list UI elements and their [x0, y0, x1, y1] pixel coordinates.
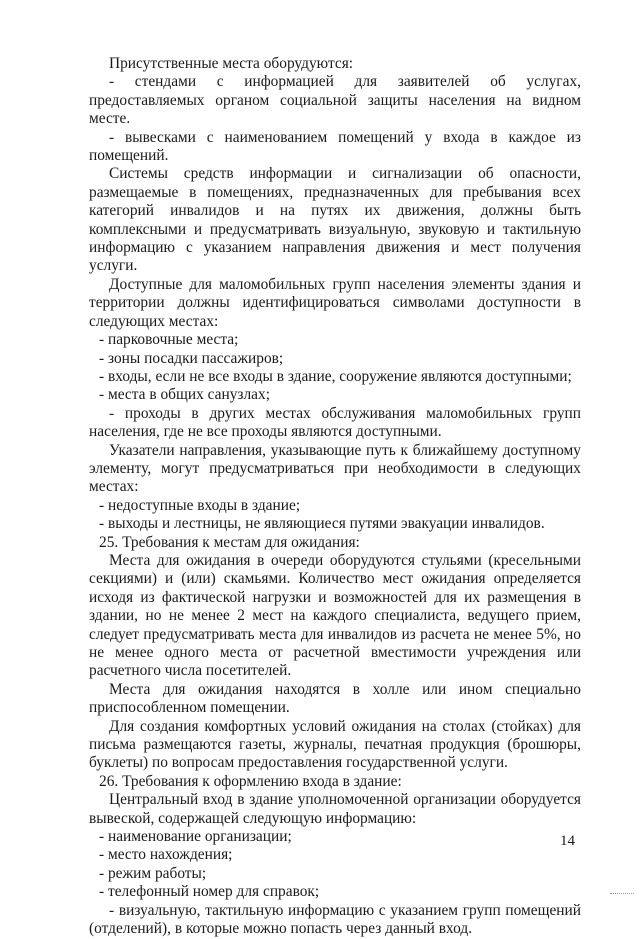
paragraph: Присутственные места оборудуются: [109, 55, 354, 72]
scan-artifact [610, 893, 634, 895]
paragraph: - стендами с информацией для заявителей об услугах, предоставляемых органом социальной защиты населения на видном месте. [89, 73, 581, 128]
paragraph: - вывесками с наименованием помещений у входа в каждое из помещений. [89, 128, 581, 165]
paragraph: Центральный вход в здание уполномоченной организации оборудуется вывеской, содержащей следующую информацию: [89, 791, 581, 827]
list-item: - режим работы; [99, 864, 207, 882]
list-item: - входы, если не все входы в здание, сооружение являются доступными; [99, 367, 572, 385]
paragraph: Системы средств информации и сигнализации об опасности, размещаемые в помещениях, предназначенных для пребывания всех категорий инвалидов и на путях их движения, должны быть комплексными и предусматривать визуальную, звуковую и тактильную информацию с указанием направления движения и мест получения услуги. [89, 165, 581, 275]
list-item: - места в общих санузлах; [99, 386, 270, 404]
paragraph: Доступные для маломобильных групп населения элементы здания и территории должны идентифицироваться символами доступности в следующих местах: [89, 275, 581, 330]
paragraph: Места для ожидания в очереди оборудуются стульями (кресельными секциями) и (или) скамьями. Количество мест ожидания определяется исходя из фактической нагрузки и возможностей для их размещения в здании, но не менее 2 мест на каждого специалиста, ведущего прием, следует предусматривать места для инвалидов из расчета не менее 5%, но не менее одного места от расчетной вместимости учреждения или расчетного числа посетителей. [89, 551, 581, 680]
page-number: 14 [560, 833, 575, 849]
list-item: - наименование организации; [99, 828, 292, 846]
document-body [89, 55, 581, 939]
paragraph: Для создания комфортных условий ожидания на столах (стойках) для письма размещаются газеты, журналы, печатная продукция (брошюры, буклеты) по вопросам предоставления государственной услуги. [89, 717, 581, 772]
section-heading: 26. Требования к оформлению входа в здание: [99, 772, 402, 790]
section-heading: 25. Требования к местам для ожидания: [99, 533, 360, 551]
list-item: - телефонный номер для справок; [99, 883, 320, 901]
paragraph: - визуальную, тактильную информацию с указанием групп помещений (отделений), в которые можно попасть через данный вход. [89, 901, 581, 938]
list-item: - парковочные места; [99, 331, 239, 349]
list-item: - место нахождения; [99, 846, 233, 864]
paragraph: Указатели направления, указывающие путь к ближайшему доступному элементу, могут предусматриваться при необходимости в следующих местах: [89, 441, 581, 496]
list-item: - зоны посадки пассажиров; [99, 349, 284, 367]
paragraph: - проходы в других местах обслуживания маломобильных групп населения, где не все проходы являются доступными. [89, 404, 581, 441]
list-item: - выходы и лестницы, не являющиеся путями эвакуации инвалидов. [99, 515, 545, 533]
paragraph: Места для ожидания находятся в холле или ином специально приспособленном помещении. [89, 680, 581, 717]
list-item: - недоступные входы в здание; [99, 496, 301, 514]
